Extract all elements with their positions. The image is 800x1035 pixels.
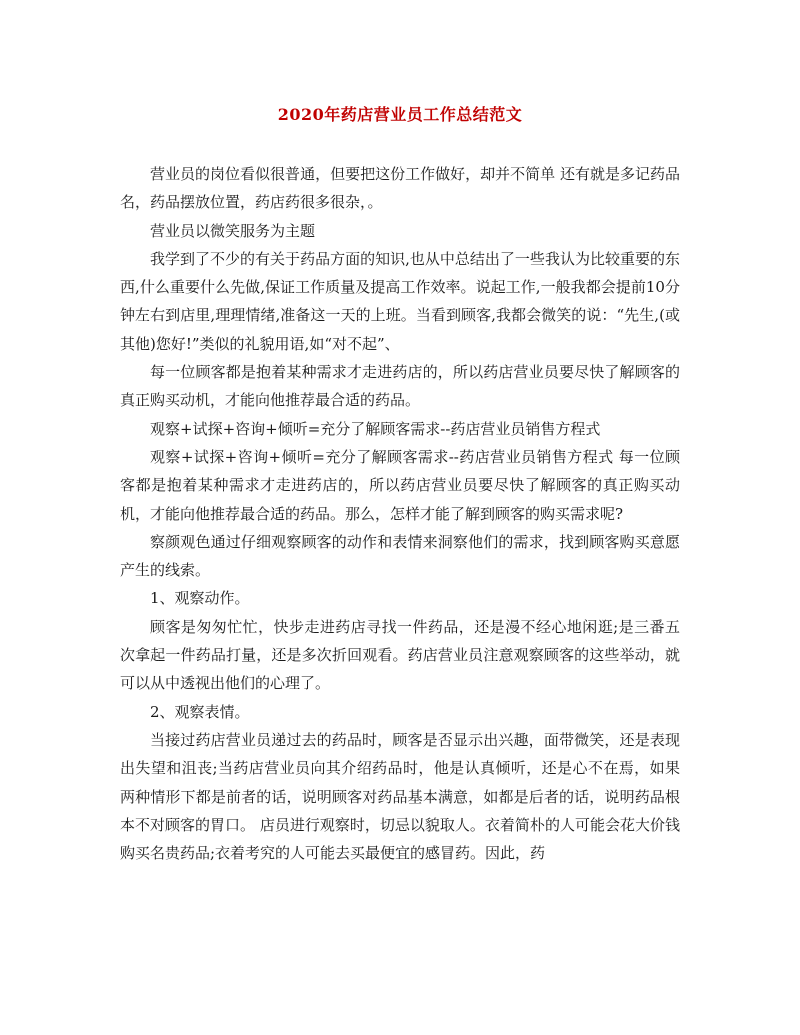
paragraph: 观察+试探+咨询+倾听=充分了解顾客需求--药店营业员销售方程式 每一位顾客都是抱着某种需求才走进药店的，所以药店营业员要尽快了解顾客的真正购买动机，才能向他推荐最合适的药品。那么，怎样才能了解到顾客的购买需求呢? (120, 447, 680, 523)
paragraph: 当接过药店营业员递过去的药品时，顾客是否显示出兴趣，面带微笑，还是表现出失望和沮丧;当药店营业员向其介绍药品时，他是认真倾听，还是心不在焉，如果两种情形下都是前者的话，说明顾客对药品基本满意，如都是后者的话，说明药品根本不对顾客的胃口。 店员进行观察时，切忌以貌取人。衣着简朴的人可能会花大价钱购买名贵药品;衣着考究的人可能去买最便宜的感冒药。因此，药 (120, 730, 680, 863)
document-body (120, 160, 680, 867)
paragraph: 顾客是匆匆忙忙，快步走进药店寻找一件药品，还是漫不经心地闲逛;是三番五次拿起一件药品打量，还是多次折回观看。药店营业员注意观察顾客的这些举动，就可以从中透视出他们的心理了。 (120, 617, 680, 693)
paragraph: 察颜观色通过仔细观察顾客的动作和表情来洞察他们的需求，找到顾客购买意愿产生的线索。 (120, 532, 680, 580)
document-title: 2020年药店营业员工作总结范文 (277, 105, 523, 124)
paragraph: 每一位顾客都是抱着某种需求才走进药店的，所以药店营业员要尽快了解顾客的真正购买动机，才能向他推荐最合适的药品。 (120, 363, 680, 410)
paragraph: 2、观察表情。 (150, 702, 250, 721)
paragraph: 我学到了不少的有关于药品方面的知识,也从中总结出了一些我认为比较重要的东西,什么重要什么先做,保证工作质量及提高工作效率。说起工作,一般我都会提前10分钟左右到店里,理理情绪,准备这一天的上班。当看到顾客,我都会微笑的说：“先生,(或其他)您好!”类似的礼貌用语,如“对不起”、 (120, 249, 680, 353)
paragraph: 营业员以微笑服务为主题 (150, 221, 316, 240)
paragraph: 1、观察动作。 (150, 589, 250, 608)
paragraph: 观察+试探+咨询+倾听=充分了解顾客需求--药店营业员销售方程式 (150, 419, 601, 438)
paragraph: 营业员的岗位看似很普通，但要把这份工作做好，却并不简单 还有就是多记药品名，药品摆放位置，药店药很多很杂，。 (120, 165, 680, 212)
